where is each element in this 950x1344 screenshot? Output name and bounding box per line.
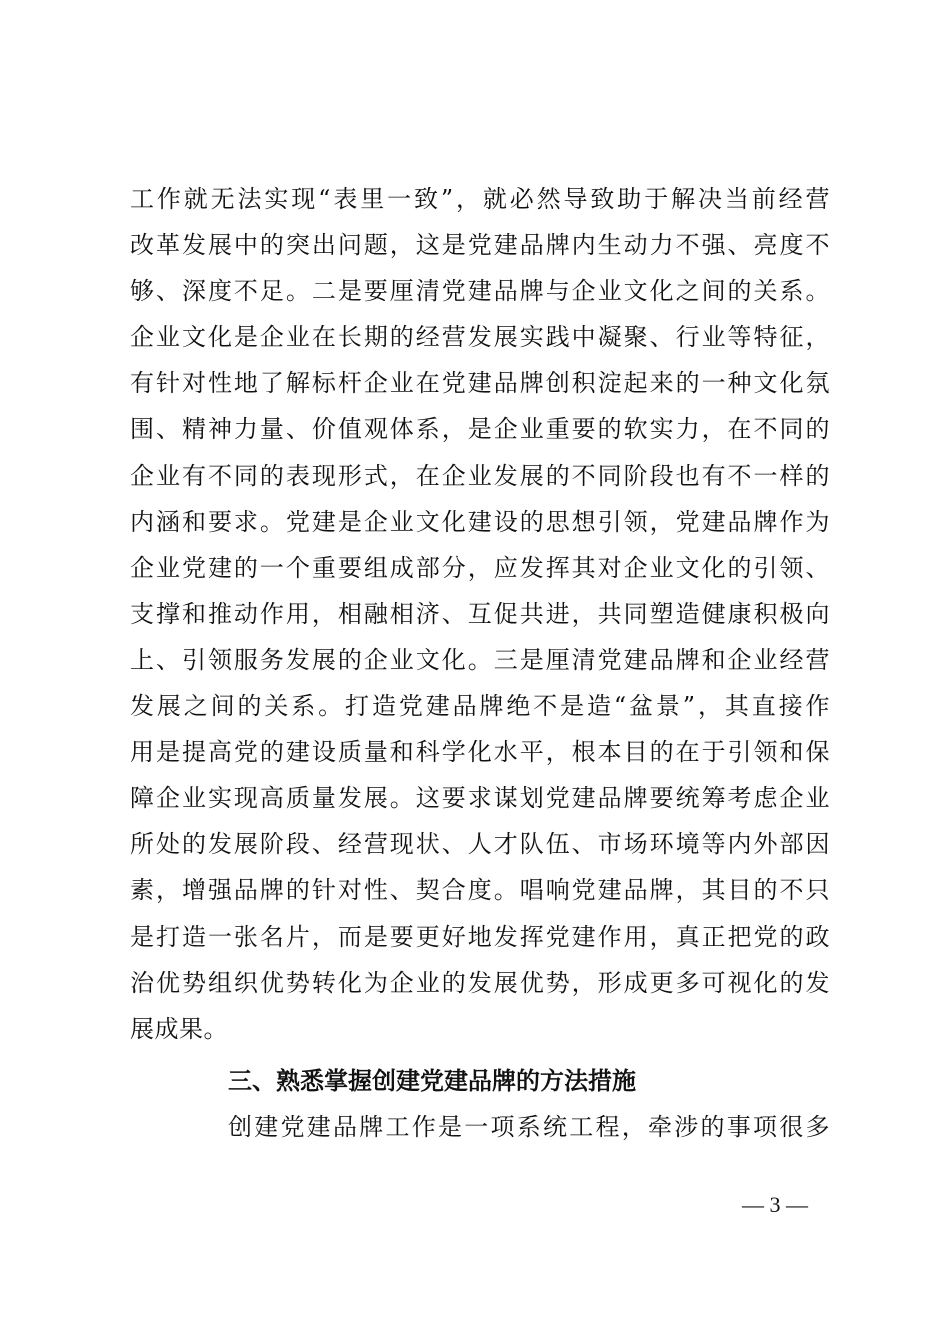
text-line: 展成果。 bbox=[130, 1014, 228, 1043]
text-line: 是打造一张名片，而是要更好地发挥党建作用，真正把党的政 bbox=[130, 922, 830, 951]
text-line: 上、引领服务发展的企业文化。三是厘清党建品牌和企业经营 bbox=[130, 645, 830, 674]
text-line: 治优势组织优势转化为企业的发展优势，形成更多可视化的发 bbox=[130, 968, 830, 997]
text-line: 所处的发展阶段、经营现状、人才队伍、市场环境等内外部因 bbox=[130, 830, 830, 859]
text-line: 改革发展中的突出问题，这是党建品牌内生动力不强、亮度不 bbox=[130, 231, 830, 260]
text-line: 内涵和要求。党建是企业文化建设的思想引领，党建品牌作为 bbox=[130, 507, 830, 536]
text-line: 企业党建的一个重要组成部分，应发挥其对企业文化的引领、 bbox=[130, 553, 830, 582]
text-line: 工作就无法实现“表里一致”，就必然导致助于解决当前经营 bbox=[130, 185, 830, 213]
text-line: 素，增强品牌的针对性、契合度。唱响党建品牌，其目的不只 bbox=[130, 876, 830, 905]
text-line: 支撑和推动作用，相融相济、互促共进，共同塑造健康积极向 bbox=[130, 599, 830, 628]
text-line: 发展之间的关系。打造党建品牌绝不是造“盆景”，其直接作 bbox=[130, 692, 830, 721]
text-line: 企业文化是企业在长期的经营发展实践中凝聚、行业等特征， bbox=[130, 323, 830, 352]
section-heading: 三、熟悉掌握创建党建品牌的方法措施 bbox=[228, 1067, 636, 1095]
text-line: 障企业实现高质量发展。这要求谋划党建品牌要统筹考虑企业 bbox=[130, 784, 830, 813]
paragraph-first-line: 创建党建品牌工作是一项系统工程，牵涉的事项很多 bbox=[228, 1113, 830, 1141]
text-line: 企业有不同的表现形式，在企业发展的不同阶段也有不一样的 bbox=[130, 461, 830, 490]
text-line: 有针对性地了解标杆企业在党建品牌创积淀起来的一种文化氛 bbox=[130, 369, 830, 398]
page-number: — 3 — bbox=[742, 1192, 808, 1217]
text-line: 够、深度不足。二是要厘清党建品牌与企业文化之间的关系。 bbox=[130, 277, 830, 306]
text-line: 围、精神力量、价值观体系，是企业重要的软实力，在不同的 bbox=[130, 415, 830, 444]
body-paragraph bbox=[130, 176, 830, 1052]
text-line: 用是提高党的建设质量和科学化水平，根本目的在于引领和保 bbox=[130, 738, 830, 767]
